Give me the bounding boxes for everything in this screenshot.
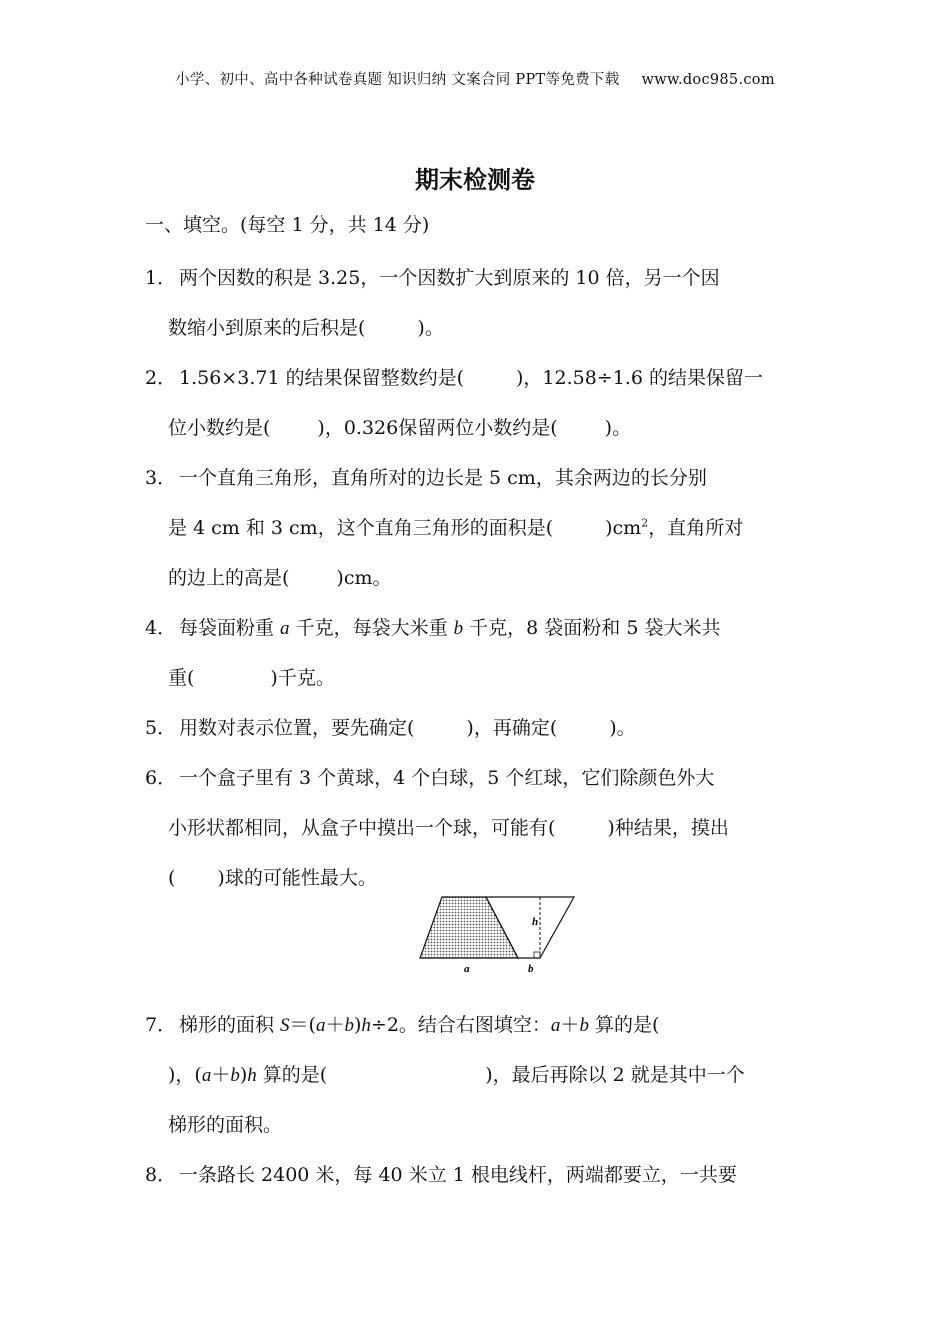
question-text: )种结果，摸出 xyxy=(607,817,729,839)
question-number: 3． xyxy=(145,467,177,489)
question-4-line-2 xyxy=(168,663,335,690)
label-b: b xyxy=(528,963,534,975)
question-text: )球的可能性最大。 xyxy=(217,867,377,889)
question-text: 1.56×3.71 的结果保留整数约是( xyxy=(179,367,464,389)
question-number: 8． xyxy=(145,1164,177,1186)
question-text: 位小数约是( xyxy=(168,417,271,439)
question-2-line-2 xyxy=(168,413,631,440)
question-text: 一条路长 2400 米，每 40 米立 1 根电线杆，两端都要立，一共要 xyxy=(179,1164,737,1186)
question-6-line-3 xyxy=(168,863,377,890)
trapezoid-figure xyxy=(418,893,578,977)
page-header xyxy=(0,68,950,89)
question-2-line-1 xyxy=(145,363,763,390)
question-text: 两个因数的积是 3.25，一个因数扩大到原来的 10 倍，另一个因 xyxy=(179,267,720,289)
variable: b xyxy=(344,1015,354,1036)
question-text: ＝( xyxy=(289,1014,316,1036)
question-text: ＋ xyxy=(211,1064,231,1086)
variable: b xyxy=(453,618,464,639)
question-text: 是 4 cm 和 3 cm，这个直角三角形的面积是( xyxy=(168,517,554,539)
header-text: 小学、初中、高中各种试卷真题 知识归纳 文案合同 PPT等免费下载 xyxy=(175,72,620,88)
question-number: 2． xyxy=(145,367,177,389)
question-4-line-1 xyxy=(145,613,720,640)
question-text: )，0.326保留两位小数约是( xyxy=(317,417,558,439)
question-text: ) xyxy=(239,1064,248,1086)
question-text: )。 xyxy=(604,417,632,439)
question-text: 重( xyxy=(168,667,195,689)
superscript: 2 xyxy=(641,516,649,530)
question-number: 6． xyxy=(145,767,177,789)
question-text: ＋ xyxy=(560,1014,580,1036)
question-text: 每袋面粉重 xyxy=(179,617,281,639)
variable: a xyxy=(201,1065,212,1086)
question-3-line-1 xyxy=(145,463,707,490)
question-1-line-1 xyxy=(145,263,720,290)
variable: h xyxy=(361,1015,371,1036)
question-text: )，再确定( xyxy=(466,717,558,739)
question-text: 一个直角三角形，直角所对的边长是 5 cm，其余两边的长分别 xyxy=(179,467,707,489)
question-text: )cm。 xyxy=(336,567,392,589)
question-text: ＋ xyxy=(325,1014,345,1036)
question-text: )千克。 xyxy=(270,667,335,689)
variable: h xyxy=(247,1065,257,1086)
label-h: h xyxy=(532,916,539,928)
right-angle-mark xyxy=(534,952,540,958)
header-site[interactable]: www.doc985.com xyxy=(641,72,775,88)
question-text: 千克，每袋大米重 xyxy=(289,617,454,639)
question-text: 梯形的面积 xyxy=(179,1014,281,1036)
question-text: ( xyxy=(168,867,176,889)
shaded-trapezoid xyxy=(420,897,518,958)
question-text: )。 xyxy=(609,717,636,739)
variable: a xyxy=(550,1015,561,1036)
question-text: 小形状都相同，从盒子中摸出一个球，可能有( xyxy=(168,817,556,839)
question-text: 用数对表示位置，要先确定( xyxy=(179,717,415,739)
question-8-line-1 xyxy=(145,1160,737,1187)
question-6-line-1 xyxy=(145,763,714,790)
question-text: )，( xyxy=(168,1064,202,1086)
question-text: )，最后再除以 2 就是其中一个 xyxy=(485,1064,745,1086)
question-number: 5． xyxy=(145,717,177,739)
question-text: 数缩小到原来的后积是( xyxy=(168,317,366,339)
question-text: )。 xyxy=(417,317,444,339)
question-7-line-2 xyxy=(168,1060,745,1087)
question-7-line-1 xyxy=(145,1010,659,1037)
question-7-line-3 xyxy=(168,1110,282,1137)
question-3-line-3 xyxy=(168,563,392,590)
question-6-line-2 xyxy=(168,813,729,840)
variable: b xyxy=(579,1015,589,1036)
variable: S xyxy=(280,1015,290,1036)
question-number: 1． xyxy=(145,267,177,289)
question-text: ÷2。结合右图填空： xyxy=(370,1014,551,1036)
label-a: a xyxy=(464,963,470,975)
question-number: 4． xyxy=(145,617,177,639)
question-5-line-1 xyxy=(145,713,636,740)
question-text: ) xyxy=(353,1014,362,1036)
variable: a xyxy=(315,1015,326,1036)
page-title: 期末检测卷 xyxy=(415,166,535,194)
section-heading: 一、填空。(每空 1 分，共 14 分) xyxy=(145,214,430,236)
question-text: )cm xyxy=(605,517,642,539)
question-number: 7． xyxy=(145,1014,177,1036)
variable: b xyxy=(230,1065,240,1086)
question-text: 一个盒子里有 3 个黄球，4 个白球，5 个红球，它们除颜色外大 xyxy=(179,767,715,789)
question-text: 千克，8 袋面粉和 5 袋大米共 xyxy=(463,617,721,639)
trapezoid-diagram xyxy=(418,893,578,977)
question-text: 算的是( xyxy=(256,1064,328,1086)
variable: a xyxy=(280,618,290,639)
question-text: 梯形的面积。 xyxy=(168,1114,283,1136)
question-text: ，直角所对 xyxy=(648,517,744,539)
question-1-line-2 xyxy=(168,313,444,340)
question-text: 的边上的高是( xyxy=(168,567,290,589)
question-3-line-2 xyxy=(168,513,743,540)
question-text: )，12.58÷1.6 的结果保留一 xyxy=(515,367,763,389)
question-text: 算的是( xyxy=(588,1014,660,1036)
